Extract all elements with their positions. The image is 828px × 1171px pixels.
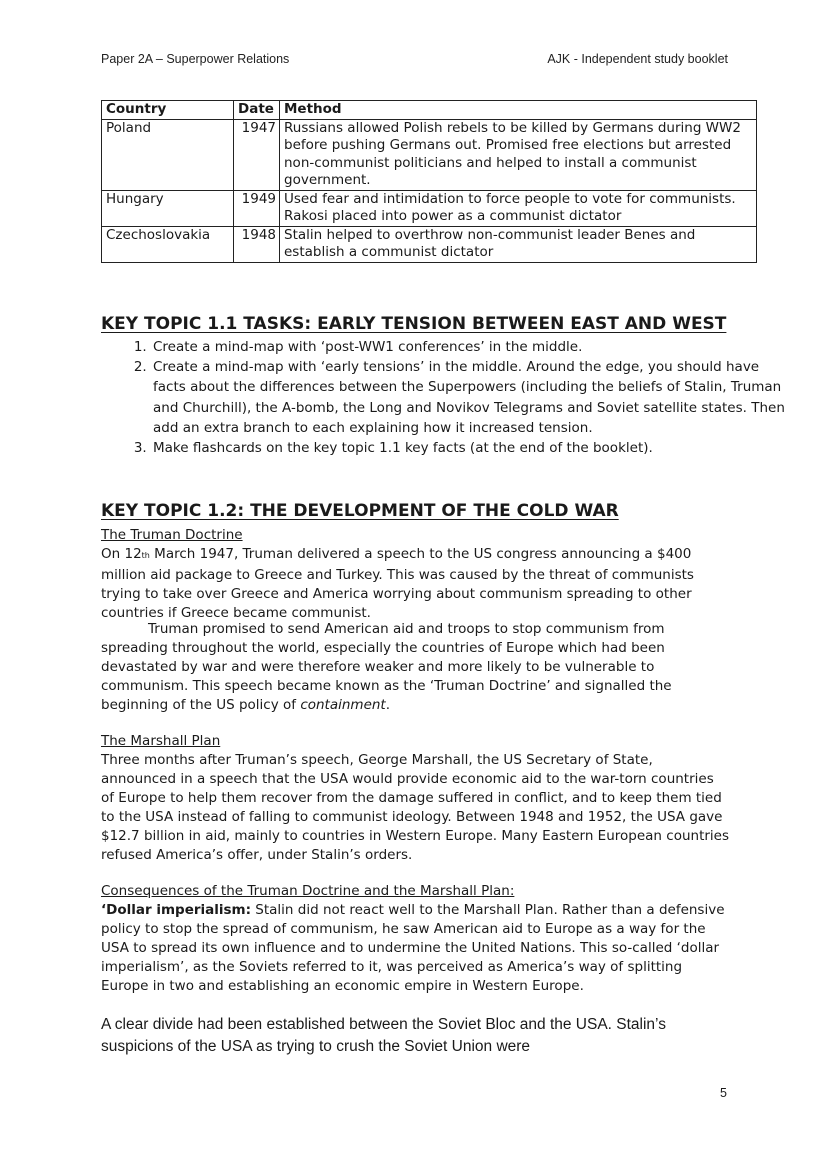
marshall-plan-title: The Marshall Plan: [101, 733, 221, 749]
soviet-divide-paragraph: A clear divide had been established between the Soviet Bloc and the USA. Stalin’s suspicions of the USA as trying to crush the Soviet Union were: [101, 1016, 666, 1055]
task-item: 2. Create a mind-map with ‘early tensions’ in the middle. Around the edge, you should have facts about the differences between the Superpowers (including the beliefs of Stalin, Truman and Churchill), the A-bomb, the Long and Novikov Telegrams and Soviet satellite states. Then add an extra branch to each explaining how it increased tension.: [151, 357, 786, 438]
table-row: [102, 119, 757, 190]
task-item: 3. Make flashcards on the key topic 1.1 key facts (at the end of the booklet).: [151, 438, 786, 458]
method-cell: Used fear and intimidation to force people to vote for communists. Rakosi placed into power as a communist dictator: [280, 190, 757, 226]
task-list: [101, 337, 786, 458]
method-cell: Russians allowed Polish rebels to be killed by Germans during WW2 before pushing Germans out. Promised free elections but arrested non-communist politicians and helped to install a communist government.: [280, 119, 757, 190]
country-cell: Poland: [102, 119, 234, 190]
consequences-title: Consequences of the Truman Doctrine and the Marshall Plan:: [101, 883, 515, 899]
table-header-row: [102, 101, 757, 120]
truman-doctrine-title: The Truman Doctrine: [101, 527, 243, 543]
column-header: Date: [234, 101, 280, 120]
topic-1-1-heading: KEY TOPIC 1.1 TASKS: EARLY TENSION BETWEEN EAST AND WEST: [101, 314, 727, 334]
header-right: AJK - Independent study booklet: [547, 52, 728, 66]
country-cell: Hungary: [102, 190, 234, 226]
truman-paragraph-2: Truman promised to send American aid and troops to stop communism from spreading throughout the world, especially the countries of Europe which had been devastated by war and were therefore weaker and more likely to be vulnerable to communism. This speech became known as the ‘Truman Doctrine’ and signalled the beginning of the US policy of containment.: [101, 621, 672, 713]
country-cell: Czechoslovakia: [102, 226, 234, 262]
date-cell: 1948: [234, 226, 280, 262]
table-row: [102, 226, 757, 262]
date-cell: 1949: [234, 190, 280, 226]
column-header: Country: [102, 101, 234, 120]
topic-1-2-heading: KEY TOPIC 1.2: THE DEVELOPMENT OF THE COLD WAR: [101, 501, 619, 521]
method-cell: Stalin helped to overthrow non-communist leader Benes and establish a communist dictator: [280, 226, 757, 262]
page-number: 5: [720, 1086, 727, 1100]
satellite-states-table: [101, 100, 757, 263]
page-header: [101, 52, 728, 70]
column-header: Method: [280, 101, 757, 120]
truman-paragraph-1: On 12th March 1947, Truman delivered a speech to the US congress announcing a $400 million aid package to Greece and Turkey. This was caused by the threat of communists trying to take over Greece and America worrying about communism spreading to other countries if Greece became communist.: [101, 546, 694, 621]
task-item: 1. Create a mind-map with ‘post-WW1 conferences’ in the middle.: [151, 337, 786, 357]
header-left: Paper 2A – Superpower Relations: [101, 52, 290, 66]
table-row: [102, 190, 757, 226]
marshall-paragraph: Three months after Truman’s speech, George Marshall, the US Secretary of State, announced in a speech that the USA would provide economic aid to the war-torn countries of Europe to help them recover from the damage suffered in conflict, and to keep them tied to the USA instead of falling to communist ideology. Between 1948 and 1952, the USA gave $12.7 billion in aid, mainly to countries in Western Europe. Many Eastern European countries refused America’s offer, under Stalin’s orders.: [101, 752, 730, 863]
date-cell: 1947: [234, 119, 280, 190]
dollar-imperialism-paragraph: ‘Dollar imperialism: Stalin did not react well to the Marshall Plan. Rather than a defensive policy to stop the spread of communism, he saw American aid to Europe as a way for the USA to spread its own influence and to undermine the United Nations. This so-called ‘dollar imperialism’, as the Soviets referred to it, was perceived as America’s way of splitting Europe in two and establishing an economic empire in Western Europe.: [101, 902, 725, 994]
